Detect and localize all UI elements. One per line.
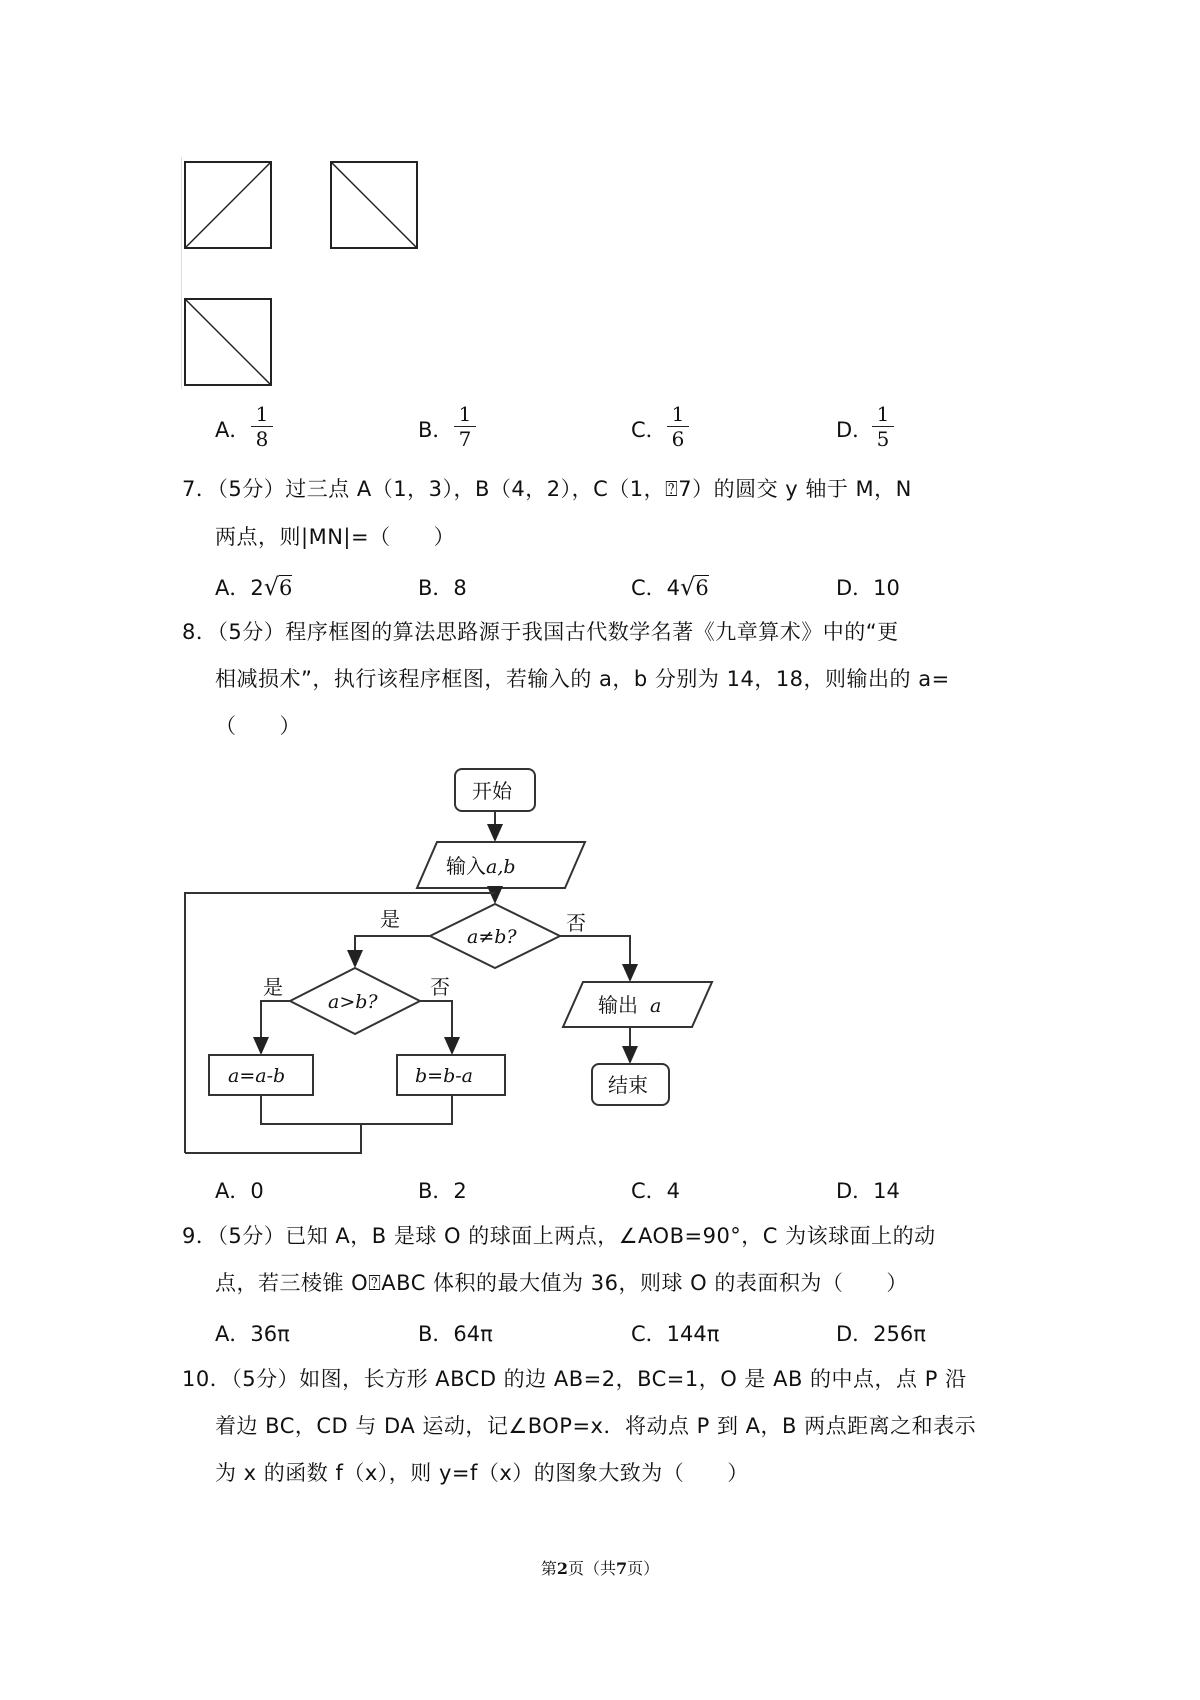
q9-option-c: C．144π xyxy=(631,1322,720,1346)
decision1-yes-label: 是 xyxy=(380,907,400,931)
decision2-yes-label: 是 xyxy=(263,975,283,999)
decision1-no-label: 否 xyxy=(566,911,586,935)
q10-line1: 10．（5分）如图，长方形 ABCD 的边 AB=2，BC=1，O 是 AB 的中点，点 P 沿 xyxy=(182,1367,967,1391)
output-label: 输出 a xyxy=(598,993,662,1017)
q8-line3: （ ） xyxy=(215,714,301,738)
decision1-label: a≠b? xyxy=(467,926,517,948)
q6-option-a-fraction: $\frac{1}{8}$ xyxy=(251,403,273,450)
assign-left-label: a=a-b xyxy=(228,1065,286,1087)
q8-line2: 相减损术”，执行该程序框图，若输入的 a，b 分别为 14，18，则输出的 a= xyxy=(215,667,950,691)
q8-option-b: B．2 xyxy=(418,1179,467,1203)
input-label: 输入a,b xyxy=(446,854,516,878)
q7-line1: 7．（5分）过三点 A（1，3），B（4，2），C（1，⍰7）的圆交 y 轴于 M，N xyxy=(182,477,912,501)
q9-option-d: D．256π xyxy=(836,1322,926,1346)
end-label: 结束 xyxy=(608,1073,648,1097)
assign-right-label: b=b-a xyxy=(415,1065,473,1087)
q6-option-a-label: A． xyxy=(215,418,251,442)
q9-line2: 点，若三棱锥 O⍰ABC 体积的最大值为 36，则球 O 的表面积为（ ） xyxy=(215,1271,908,1295)
decision2-label: a>b? xyxy=(328,991,378,1013)
q10-line2: 着边 BC，CD 与 DA 运动，记∠BOP=x．将动点 P 到 A，B 两点距离之和表示 xyxy=(215,1414,977,1438)
q8-option-a: A．0 xyxy=(215,1179,264,1203)
page-footer: 第2页（共7页） xyxy=(540,1559,660,1578)
decision2-no-label: 否 xyxy=(430,975,450,999)
q6-option-b-label: B． xyxy=(418,418,454,442)
q10-line3: 为 x 的函数 f（x），则 y=f（x）的图象大致为（ ） xyxy=(215,1461,749,1485)
q7-option-a: A．2√6 xyxy=(215,573,293,601)
q7-option-c: C．4√6 xyxy=(631,573,709,601)
q9-line1: 9．（5分）已知 A，B 是球 O 的球面上两点，∠AOB=90°，C 为该球面上的动 xyxy=(182,1224,936,1248)
q6-option-c-fraction: $\frac{1}{6}$ xyxy=(667,403,689,450)
q6-option-c-label: C． xyxy=(631,418,667,442)
q7-line2: 两点，则|MN|=（ ） xyxy=(215,525,456,549)
q6-option-d-fraction: $\frac{1}{5}$ xyxy=(872,403,894,450)
q8-option-d: D．14 xyxy=(836,1179,900,1203)
start-label: 开始 xyxy=(472,779,512,803)
q7-option-b: B．8 xyxy=(418,576,467,600)
q8-line1: 8．（5分）程序框图的算法思路源于我国古代数学名著《九章算术》中的“更 xyxy=(182,620,899,644)
q6-option-d-label: D． xyxy=(836,418,874,442)
q8-option-c: C．4 xyxy=(631,1179,681,1203)
q9-option-b: B．64π xyxy=(418,1322,493,1346)
total-pages: 7 xyxy=(616,1559,628,1578)
q7-option-d: D．10 xyxy=(836,576,900,600)
q9-option-a: A．36π xyxy=(215,1322,290,1346)
q6-option-b-fraction: $\frac{1}{7}$ xyxy=(454,403,476,450)
page-number: 2 xyxy=(556,1559,568,1578)
